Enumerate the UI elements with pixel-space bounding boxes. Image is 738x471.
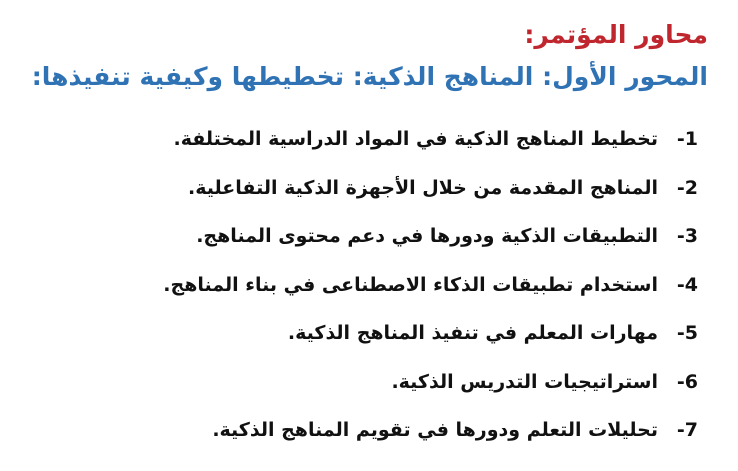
list-item xyxy=(163,371,698,420)
item-number: 3- xyxy=(676,225,698,247)
item-number: 4- xyxy=(676,273,698,296)
item-text: تحليلات التعلم ودورها في تقويم المناهج الذكية. xyxy=(212,419,658,441)
item-text: استخدام تطبيقات الذكاء الاصطناعى في بناء المناهج. xyxy=(163,273,658,296)
list-item xyxy=(163,128,698,177)
conference-axes-title: محاور المؤتمر: xyxy=(524,20,708,49)
item-text: التطبيقات الذكية ودورها في دعم محتوى المناهج. xyxy=(196,225,658,247)
item-number: 6- xyxy=(676,370,698,393)
item-number: 2- xyxy=(676,176,698,199)
item-text: مهارات المعلم في تنفيذ المناهج الذكية. xyxy=(287,322,658,344)
item-number: 1- xyxy=(676,128,698,150)
list-item xyxy=(163,225,698,274)
axis-topics-list xyxy=(163,128,698,468)
first-axis-subtitle: المحور الأول: المناهج الذكية: تخطيطها وكيفية تنفيذها: xyxy=(31,62,708,91)
item-number: 7- xyxy=(676,419,698,441)
item-text: المناهج المقدمة من خلال الأجهزة الذكية التفاعلية. xyxy=(188,176,658,199)
item-text: استراتيجيات التدريس الذكية. xyxy=(391,370,658,393)
list-item xyxy=(163,322,698,371)
item-number: 5- xyxy=(676,322,698,344)
list-item xyxy=(163,177,698,226)
item-text: تخطيط المناهج الذكية في المواد الدراسية المختلفة. xyxy=(173,128,658,150)
list-item xyxy=(163,419,698,468)
list-item xyxy=(163,274,698,323)
